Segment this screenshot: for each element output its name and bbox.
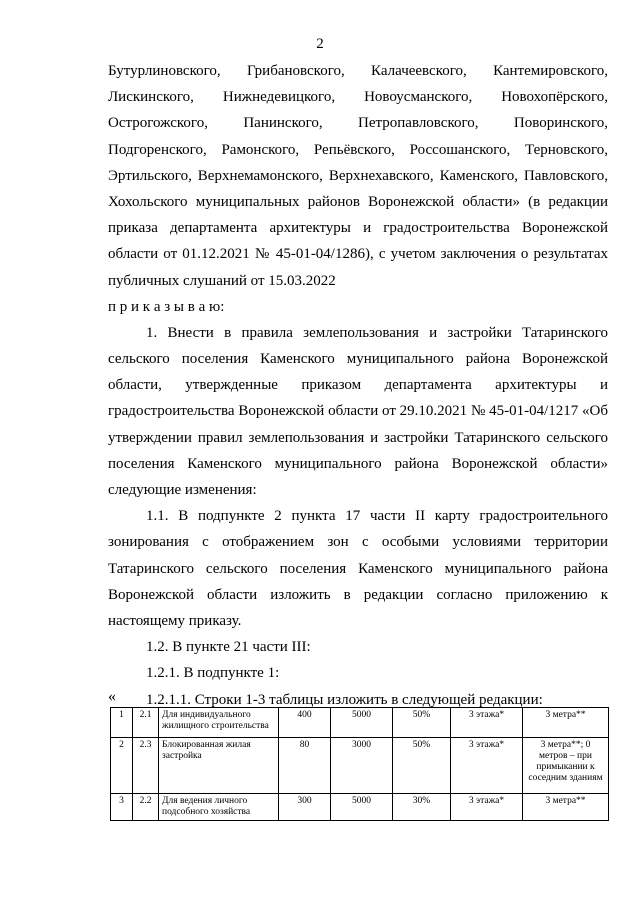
cell-max-area: 5000: [331, 708, 393, 738]
cell-min-area: 300: [279, 794, 331, 821]
cell-use-name: Для индивидуального жилищного строительства: [159, 708, 279, 738]
clause-1: 1. Внести в правила землепользования и застройки Татаринского: [146, 324, 608, 341]
cell-min-area: 400: [279, 708, 331, 738]
cell-coverage: 50%: [393, 738, 451, 794]
cell-num: 1: [111, 708, 133, 738]
clause-1-2: 1.2. В пункте 21 части III:: [146, 639, 311, 656]
text-line: сельского поселения Каменского муниципального района Воронежской: [108, 351, 608, 368]
text-line: поселения Каменского муниципального района Воронежской области»: [108, 455, 608, 472]
text-line: утверждении правил землепользования и застройки Татаринского сельского: [108, 429, 608, 446]
page-number: 2: [316, 36, 324, 52]
clause-1-2-1-1: 1.2.1.1. Строки 1-3 таблицы изложить в следующей редакции:: [146, 691, 543, 708]
zoning-table: [110, 707, 609, 821]
table-row: [111, 738, 609, 794]
cell-coverage: 50%: [393, 708, 451, 738]
cell-coverage: 30%: [393, 794, 451, 821]
text-line: Бутурлиновского, Грибановского, Калачеевского, Кантемировского,: [108, 63, 608, 79]
text-line: Эртильского, Верхнемамонского, Верхнехавского, Каменского, Павловского,: [108, 167, 608, 184]
text-line: приказа департамента архитектуры и градостроительства Воронежской: [108, 220, 608, 237]
cell-use-name: Блокированная жилая застройка: [159, 738, 279, 794]
cell-setback: 3 метра**; 0 метров – при примыкании к соседним зданиям: [523, 738, 609, 794]
text-line: Лискинского, Нижнедевицкого, Новоусманского, Новохопёрского,: [108, 89, 608, 106]
opening-quote: «: [108, 688, 116, 705]
table-row: [111, 794, 609, 821]
order-text: [108, 58, 608, 713]
cell-num: 2: [111, 738, 133, 794]
cell-use-name: Для ведения личного подсобного хозяйства: [159, 794, 279, 821]
text-line: Хохольского муниципальных районов Воронежской области» (в редакции: [108, 193, 608, 210]
cell-floors: 3 этажа*: [451, 738, 523, 794]
order-verb: п р и к а з ы в а ю:: [108, 298, 225, 315]
cell-code: 2.1: [133, 708, 159, 738]
cell-setback: 3 метра**: [523, 708, 609, 738]
text-line: зонирования с отображением зон с особыми условиями территории: [108, 534, 608, 551]
text-line: Подгоренского, Рамонского, Репьёвского, Россошанского, Терновского,: [108, 141, 608, 158]
cell-max-area: 3000: [331, 738, 393, 794]
text-line: Татаринского сельского поселения Каменского муниципального района: [108, 560, 608, 577]
text-line: настоящему приказу.: [108, 612, 242, 629]
cell-min-area: 80: [279, 738, 331, 794]
text-line: области от 01.12.2021 № 45-01-04/1286), с учетом заключения о результатах: [108, 246, 608, 263]
clause-1-1: 1.1. В подпункте 2 пункта 17 части II карту градостроительного: [146, 508, 608, 525]
cell-setback: 3 метра**: [523, 794, 609, 821]
text-line: градостроительства Воронежской области от 29.10.2021 № 45-01-04/1217 «Об: [108, 403, 608, 420]
text-line: следующие изменения:: [108, 482, 257, 498]
cell-num: 3: [111, 794, 133, 821]
text-line: публичных слушаний от 15.03.2022: [108, 272, 336, 289]
text-line: Воронежской области изложить в редакции согласно приложению к: [108, 586, 608, 603]
text-line: Острогожского, Панинского, Петропавловского, Поворинского,: [108, 115, 608, 132]
clause-1-2-1: 1.2.1. В подпункте 1:: [146, 665, 280, 682]
cell-code: 2.3: [133, 738, 159, 794]
cell-code: 2.2: [133, 794, 159, 821]
cell-floors: 3 этажа*: [451, 708, 523, 738]
text-line: области, утвержденные приказом департамента архитектуры и: [108, 377, 608, 394]
table-row: [111, 708, 609, 738]
cell-floors: 3 этажа*: [451, 794, 523, 821]
cell-max-area: 5000: [331, 794, 393, 821]
